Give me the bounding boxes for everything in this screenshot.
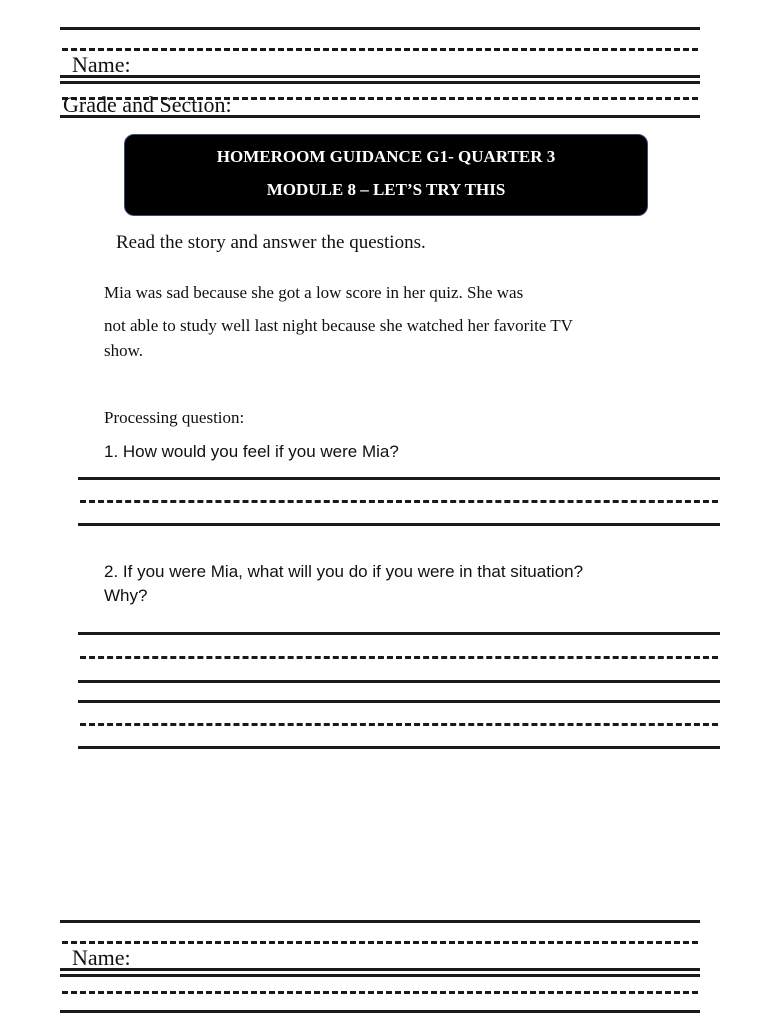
question-2-text: 2. If you were Mia, what will you do if you were in that situation? [104,562,584,581]
story-line-1: Mia was sad because she got a low score in her quiz. She was [104,283,524,302]
header-name-base-line [60,75,700,78]
question-2-why: Why? [104,586,148,605]
q2-answer2-base-line[interactable] [78,746,720,749]
footer-second-base-line [60,1010,700,1013]
story-line-3: show. [104,341,144,360]
footer-second-top-line [60,974,700,977]
module-title-banner [124,134,648,216]
q2-answer1-top-line[interactable] [78,632,720,635]
q2-answer1-base-line[interactable] [78,680,720,683]
footer-name-label: Name: [72,945,131,970]
q2-answer1-dash-line[interactable] [80,656,718,659]
footer-second-dash-line [62,991,698,994]
grade-section-label: Grade and Section: [63,92,232,117]
header-name-dash-line [62,48,698,51]
processing-question-label: Processing question: [104,408,245,427]
banner-title-line2: MODULE 8 – LET’S TRY THIS [266,180,506,199]
header-grade-base-line [60,115,700,118]
footer-name-dash-line [62,941,698,944]
footer-top-line [60,920,700,923]
story-line-2: not able to study well last night because she watched her favorite TV [104,316,573,335]
instruction-text: Read the story and answer the questions. [116,232,426,253]
q1-answer-top-line[interactable] [78,477,720,480]
banner-title-line1: HOMEROOM GUIDANCE G1- QUARTER 3 [216,147,556,166]
name-label: Name: [72,52,131,77]
header-grade-top-line [60,81,700,84]
q2-answer2-dash-line[interactable] [80,723,718,726]
q2-answer2-top-line[interactable] [78,700,720,703]
q1-answer-dash-line[interactable] [80,500,718,503]
header-top-line [60,27,700,30]
footer-name-base-line [60,968,700,971]
q1-answer-base-line[interactable] [78,523,720,526]
question-1-text: 1. How would you feel if you were Mia? [104,442,399,461]
